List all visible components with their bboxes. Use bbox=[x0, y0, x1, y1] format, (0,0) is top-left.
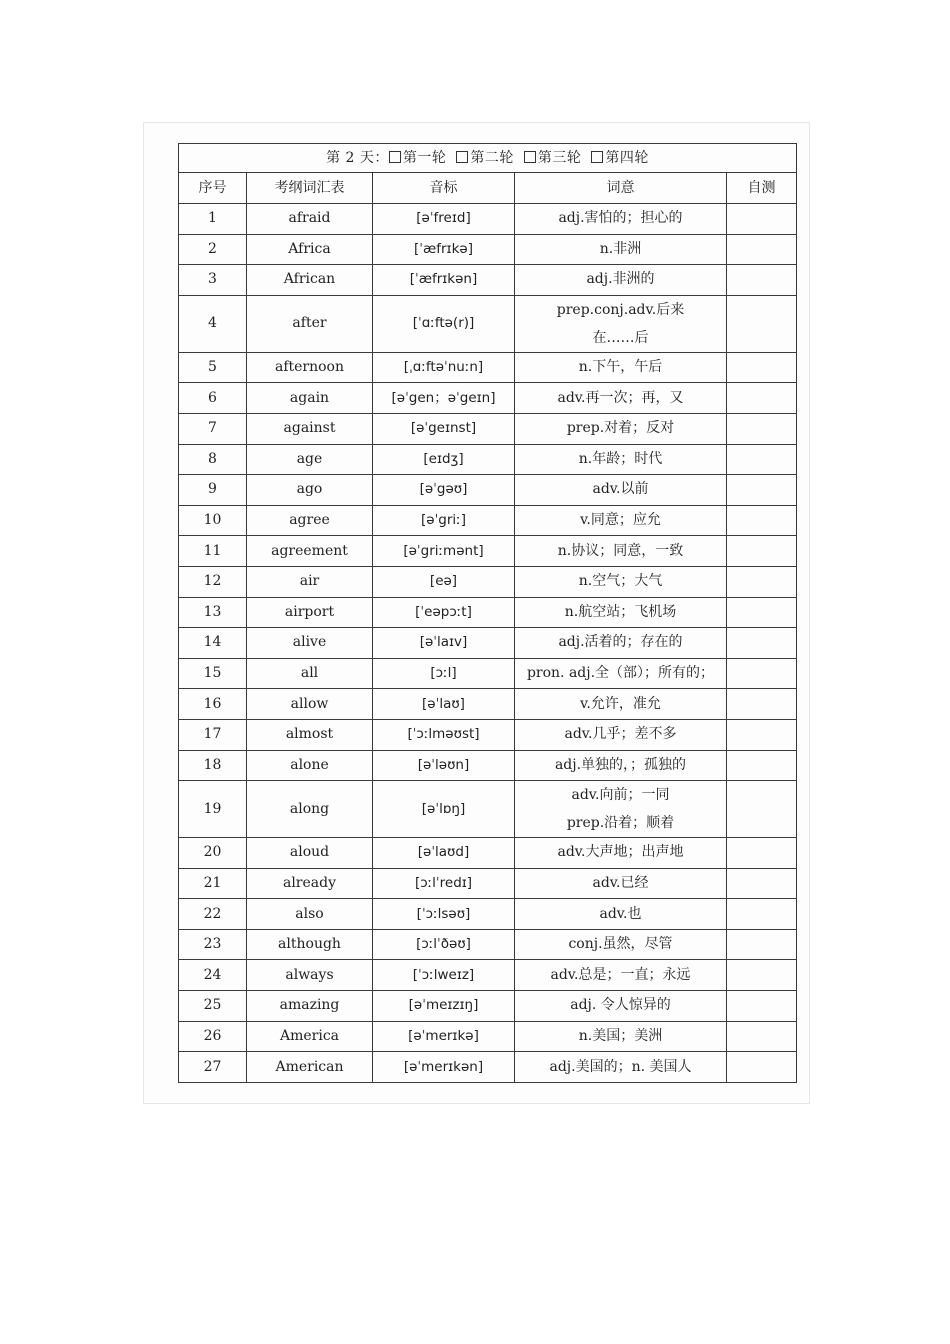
row-meaning bbox=[515, 1021, 727, 1052]
table-row bbox=[179, 597, 797, 628]
meaning-line: adj.害怕的；担心的 bbox=[558, 210, 683, 227]
row-number: 21 bbox=[179, 868, 247, 899]
row-number: 11 bbox=[179, 536, 247, 567]
row-number: 6 bbox=[179, 383, 247, 414]
row-phonetic: [əˈlɒŋ] bbox=[373, 781, 515, 838]
header-phonetic: 音标 bbox=[373, 173, 515, 204]
row-meaning bbox=[515, 750, 727, 781]
row-phonetic: [ˌɑːftəˈnuːn] bbox=[373, 352, 515, 383]
row-meaning bbox=[515, 352, 727, 383]
row-self-test-cell[interactable] bbox=[727, 505, 797, 536]
row-meaning bbox=[515, 991, 727, 1022]
row-phonetic: [əˈfreɪd] bbox=[373, 204, 515, 235]
row-word: Africa bbox=[247, 234, 373, 265]
row-meaning bbox=[515, 689, 727, 720]
row-word: alone bbox=[247, 750, 373, 781]
row-meaning bbox=[515, 899, 727, 930]
header-self-test: 自测 bbox=[727, 173, 797, 204]
table-row bbox=[179, 413, 797, 444]
row-self-test-cell[interactable] bbox=[727, 265, 797, 296]
row-phonetic: [ˈɔːlsəʊ] bbox=[373, 899, 515, 930]
table-row bbox=[179, 234, 797, 265]
row-word: also bbox=[247, 899, 373, 930]
row-meaning bbox=[515, 781, 727, 838]
table-row bbox=[179, 960, 797, 991]
row-number: 2 bbox=[179, 234, 247, 265]
row-number: 17 bbox=[179, 719, 247, 750]
row-phonetic: [əˈmerɪkən] bbox=[373, 1052, 515, 1083]
day-label: 第 2 天： bbox=[326, 149, 389, 166]
meaning-line: n.下午，午后 bbox=[578, 359, 663, 376]
row-number: 22 bbox=[179, 899, 247, 930]
row-meaning bbox=[515, 838, 727, 869]
row-phonetic: [ɔːlˈðəʊ] bbox=[373, 929, 515, 960]
meaning-line: v.同意；应允 bbox=[580, 512, 661, 529]
row-word: ago bbox=[247, 475, 373, 506]
row-word: aloud bbox=[247, 838, 373, 869]
row-word: airport bbox=[247, 597, 373, 628]
row-word: age bbox=[247, 444, 373, 475]
row-phonetic: [əˈgriːmənt] bbox=[373, 536, 515, 567]
meaning-line: conj.虽然，尽管 bbox=[568, 936, 673, 953]
vocabulary-table bbox=[178, 143, 797, 1083]
row-number: 26 bbox=[179, 1021, 247, 1052]
row-word: always bbox=[247, 960, 373, 991]
row-phonetic: [əˈlaɪv] bbox=[373, 628, 515, 659]
row-word: afraid bbox=[247, 204, 373, 235]
row-self-test-cell[interactable] bbox=[727, 899, 797, 930]
row-self-test-cell[interactable] bbox=[727, 658, 797, 689]
table-row bbox=[179, 781, 797, 838]
table-row bbox=[179, 475, 797, 506]
table-row bbox=[179, 1052, 797, 1083]
row-phonetic: [əˈlaʊd] bbox=[373, 838, 515, 869]
table-title-row bbox=[179, 144, 797, 173]
table-row bbox=[179, 444, 797, 475]
round-checkbox-3[interactable] bbox=[524, 151, 536, 163]
table-row bbox=[179, 658, 797, 689]
table-row bbox=[179, 505, 797, 536]
row-self-test-cell[interactable] bbox=[727, 413, 797, 444]
round-checkbox-1[interactable] bbox=[389, 151, 401, 163]
row-number: 4 bbox=[179, 295, 247, 352]
table-row bbox=[179, 838, 797, 869]
row-number: 12 bbox=[179, 566, 247, 597]
row-word: almost bbox=[247, 719, 373, 750]
row-phonetic: [eə] bbox=[373, 566, 515, 597]
table-row bbox=[179, 868, 797, 899]
table-row bbox=[179, 991, 797, 1022]
row-self-test-cell[interactable] bbox=[727, 444, 797, 475]
row-meaning bbox=[515, 413, 727, 444]
table-row bbox=[179, 204, 797, 235]
table-row bbox=[179, 929, 797, 960]
row-number: 23 bbox=[179, 929, 247, 960]
meaning-line: n.空气；大气 bbox=[578, 573, 663, 590]
meaning-line: adv.总是；一直；永远 bbox=[550, 966, 691, 983]
meaning-line: prep.沿着；顺着 bbox=[566, 815, 675, 832]
header-num: 序号 bbox=[179, 173, 247, 204]
table-title bbox=[179, 144, 797, 173]
meaning-line: pron. adj.全（部）；所有的； bbox=[526, 665, 715, 682]
row-self-test-cell[interactable] bbox=[727, 781, 797, 838]
row-number: 3 bbox=[179, 265, 247, 296]
meaning-line: adj.非洲的 bbox=[586, 271, 655, 288]
round-checkbox-4[interactable] bbox=[591, 151, 603, 163]
row-word: alive bbox=[247, 628, 373, 659]
row-self-test-cell[interactable] bbox=[727, 1021, 797, 1052]
table-row bbox=[179, 1021, 797, 1052]
row-phonetic: [ˈɔːlweɪz] bbox=[373, 960, 515, 991]
row-phonetic: [ˈɑːftə(r)] bbox=[373, 295, 515, 352]
row-word: along bbox=[247, 781, 373, 838]
round-label-2: 第二轮 bbox=[470, 149, 514, 166]
row-meaning bbox=[515, 505, 727, 536]
row-phonetic: [ˈɔːlməʊst] bbox=[373, 719, 515, 750]
meaning-line: n.年龄；时代 bbox=[578, 450, 663, 467]
row-self-test-cell[interactable] bbox=[727, 929, 797, 960]
row-phonetic: [əˈmeɪzɪŋ] bbox=[373, 991, 515, 1022]
row-meaning bbox=[515, 719, 727, 750]
row-meaning bbox=[515, 295, 727, 352]
row-word: African bbox=[247, 265, 373, 296]
row-meaning bbox=[515, 566, 727, 597]
row-phonetic: [eɪdʒ] bbox=[373, 444, 515, 475]
meaning-line: adv.大声地；出声地 bbox=[557, 844, 684, 861]
row-number: 24 bbox=[179, 960, 247, 991]
meaning-line: adj.单独的，；孤独的 bbox=[554, 756, 687, 773]
row-phonetic: [əˈgriː] bbox=[373, 505, 515, 536]
row-meaning bbox=[515, 1052, 727, 1083]
row-phonetic: [ɔːlˈredɪ] bbox=[373, 868, 515, 899]
meaning-line: adj.美国的；n. 美国人 bbox=[549, 1058, 692, 1075]
row-word: against bbox=[247, 413, 373, 444]
round-label-3: 第三轮 bbox=[537, 149, 582, 166]
row-word: agreement bbox=[247, 536, 373, 567]
row-self-test-cell[interactable] bbox=[727, 689, 797, 720]
table-row bbox=[179, 566, 797, 597]
row-meaning bbox=[515, 929, 727, 960]
row-self-test-cell[interactable] bbox=[727, 1052, 797, 1083]
row-word: after bbox=[247, 295, 373, 352]
row-word: again bbox=[247, 383, 373, 414]
row-self-test-cell[interactable] bbox=[727, 234, 797, 265]
meaning-line: adv.以前 bbox=[592, 481, 649, 498]
row-meaning bbox=[515, 536, 727, 567]
round-label-4: 第四轮 bbox=[605, 149, 649, 166]
row-phonetic: [ɔːl] bbox=[373, 658, 515, 689]
meaning-line: adv.向前；一同 bbox=[571, 787, 670, 804]
row-phonetic: [əˈgen；əˈgeɪn] bbox=[373, 383, 515, 414]
row-self-test-cell[interactable] bbox=[727, 960, 797, 991]
table-body bbox=[179, 204, 797, 1083]
row-word: already bbox=[247, 868, 373, 899]
meaning-line: adv.再一次；再，又 bbox=[557, 389, 684, 406]
row-number: 19 bbox=[179, 781, 247, 838]
row-phonetic: [əˈgəʊ] bbox=[373, 475, 515, 506]
row-phonetic: [əˈmerɪkə] bbox=[373, 1021, 515, 1052]
row-word: air bbox=[247, 566, 373, 597]
meaning-line: n.非洲 bbox=[599, 240, 642, 257]
round-label-1: 第一轮 bbox=[402, 149, 447, 166]
row-meaning bbox=[515, 444, 727, 475]
row-number: 16 bbox=[179, 689, 247, 720]
row-self-test-cell[interactable] bbox=[727, 566, 797, 597]
row-number: 10 bbox=[179, 505, 247, 536]
row-meaning bbox=[515, 204, 727, 235]
row-number: 1 bbox=[179, 204, 247, 235]
table-row bbox=[179, 536, 797, 567]
meaning-line: prep.conj.adv.后来 bbox=[556, 301, 685, 318]
row-phonetic: [əˈləʊn] bbox=[373, 750, 515, 781]
row-phonetic: [ˈæfrɪkən] bbox=[373, 265, 515, 296]
row-self-test-cell[interactable] bbox=[727, 838, 797, 869]
row-self-test-cell[interactable] bbox=[727, 597, 797, 628]
row-meaning bbox=[515, 265, 727, 296]
table-row bbox=[179, 295, 797, 352]
row-phonetic: [ˈæfrɪkə] bbox=[373, 234, 515, 265]
meaning-line: adv.已经 bbox=[592, 874, 649, 891]
row-number: 20 bbox=[179, 838, 247, 869]
row-number: 18 bbox=[179, 750, 247, 781]
row-word: although bbox=[247, 929, 373, 960]
header-meaning: 词意 bbox=[515, 173, 727, 204]
row-word: American bbox=[247, 1052, 373, 1083]
row-word: America bbox=[247, 1021, 373, 1052]
table-row bbox=[179, 750, 797, 781]
row-self-test-cell[interactable] bbox=[727, 352, 797, 383]
row-self-test-cell[interactable] bbox=[727, 750, 797, 781]
row-number: 15 bbox=[179, 658, 247, 689]
table-header-row bbox=[179, 173, 797, 204]
row-number: 8 bbox=[179, 444, 247, 475]
table-row bbox=[179, 628, 797, 659]
row-phonetic: [əˈgeɪnst] bbox=[373, 413, 515, 444]
table-row bbox=[179, 265, 797, 296]
meaning-line: prep.对着；反对 bbox=[566, 420, 675, 437]
row-number: 13 bbox=[179, 597, 247, 628]
meaning-line: adv.也 bbox=[599, 905, 642, 922]
meaning-line: n.协议；同意，一致 bbox=[557, 542, 684, 559]
row-self-test-cell[interactable] bbox=[727, 991, 797, 1022]
row-meaning bbox=[515, 868, 727, 899]
table-row bbox=[179, 899, 797, 930]
row-self-test-cell[interactable] bbox=[727, 628, 797, 659]
row-word: amazing bbox=[247, 991, 373, 1022]
table-row bbox=[179, 383, 797, 414]
row-self-test-cell[interactable] bbox=[727, 536, 797, 567]
row-word: afternoon bbox=[247, 352, 373, 383]
meaning-line: adv.几乎；差不多 bbox=[564, 726, 677, 743]
row-meaning bbox=[515, 628, 727, 659]
row-number: 25 bbox=[179, 991, 247, 1022]
row-self-test-cell[interactable] bbox=[727, 719, 797, 750]
row-self-test-cell[interactable] bbox=[727, 868, 797, 899]
row-number: 9 bbox=[179, 475, 247, 506]
row-word: all bbox=[247, 658, 373, 689]
meaning-line: v.允许，准允 bbox=[580, 695, 661, 712]
row-phonetic: [əˈlaʊ] bbox=[373, 689, 515, 720]
row-self-test-cell[interactable] bbox=[727, 295, 797, 352]
row-phonetic: [ˈeəpɔːt] bbox=[373, 597, 515, 628]
row-meaning bbox=[515, 383, 727, 414]
row-self-test-cell[interactable] bbox=[727, 383, 797, 414]
row-word: agree bbox=[247, 505, 373, 536]
row-number: 7 bbox=[179, 413, 247, 444]
meaning-line: n.美国；美洲 bbox=[578, 1027, 663, 1044]
row-meaning bbox=[515, 234, 727, 265]
row-number: 27 bbox=[179, 1052, 247, 1083]
meaning-line: 在……后 bbox=[592, 329, 649, 346]
table-row bbox=[179, 352, 797, 383]
row-meaning bbox=[515, 597, 727, 628]
row-number: 14 bbox=[179, 628, 247, 659]
row-meaning bbox=[515, 960, 727, 991]
row-meaning bbox=[515, 658, 727, 689]
meaning-line: adj. 令人惊异的 bbox=[570, 997, 671, 1014]
row-self-test-cell[interactable] bbox=[727, 204, 797, 235]
row-number: 5 bbox=[179, 352, 247, 383]
table-row bbox=[179, 689, 797, 720]
meaning-line: adj.活着的；存在的 bbox=[558, 634, 683, 651]
row-meaning bbox=[515, 475, 727, 506]
table-row bbox=[179, 719, 797, 750]
meaning-line: n.航空站；飞机场 bbox=[564, 603, 677, 620]
header-word: 考纲词汇表 bbox=[247, 173, 373, 204]
round-checkbox-2[interactable] bbox=[456, 151, 468, 163]
row-self-test-cell[interactable] bbox=[727, 475, 797, 506]
row-word: allow bbox=[247, 689, 373, 720]
